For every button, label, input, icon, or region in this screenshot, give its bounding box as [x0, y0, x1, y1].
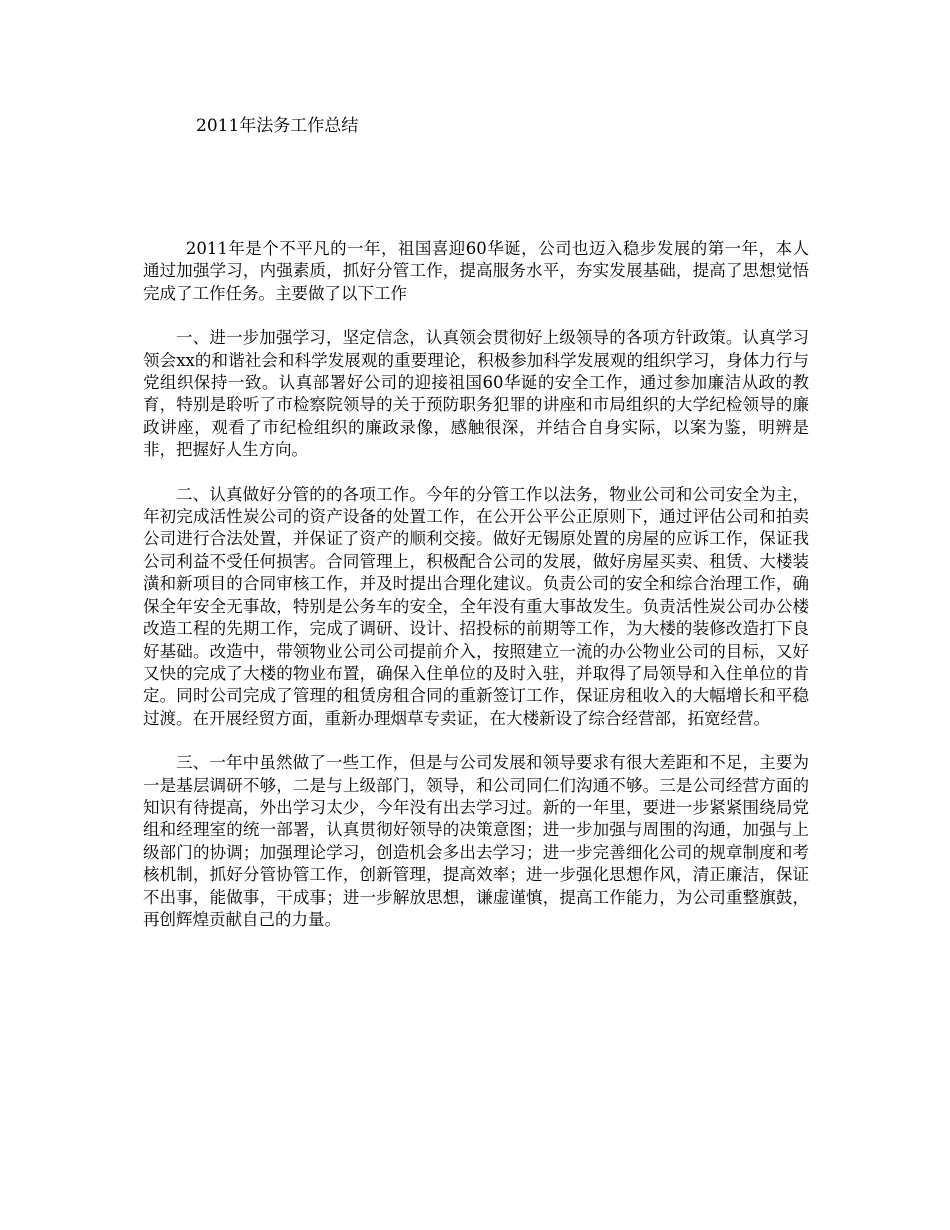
document-body	[143, 238, 809, 953]
paragraph-shortcomings: 三、一年中虽然做了一些工作，但是与公司发展和领导要求有很大差距和不足，主要为一是基层调研不够，二是与上级部门，领导，和公司同仁们沟通不够。三是公司经营方面的知识有待提高，外出学习太少，今年没有出去学习过。新的一年里，要进一步紧紧围绕局党组和经理室的统一部署，认真贯彻好领导的决策意图；进一步加强与周围的沟通，加强与上级部门的协调；加强理论学习，创造机会多出去学习；进一步完善细化公司的规章制度和考核机制，抓好分管协管工作，创新管理，提高效率；进一步强化思想作风，清正廉洁，保证不出事，能做事，干成事；进一步解放思想，谦虚谨慎，提高工作能力，为公司重整旗鼓，再创辉煌贡献自己的力量。	[143, 753, 809, 929]
paragraph-duties: 二、认真做好分管的的各项工作。今年的分管工作以法务，物业公司和公司安全为主，年初完成活性炭公司的资产设备的处置工作，在公开公平公正原则下，通过评估公司和拍卖公司进行合法处置，并保证了资产的顺利交接。做好无锡原处置的房屋的应诉工作，保证我公司利益不受任何损害。合同管理上，积极配合公司的发展，做好房屋买卖、租赁、大楼装潢和新项目的合同审核工作，并及时提出合理化建议。负责公司的安全和综合治理工作，确保全年安全无事故，特别是公务车的安全，全年没有重大事故发生。负责活性炭公司办公楼改造工程的先期工作，完成了调研、设计、招投标的前期等工作，为大楼的装修改造打下良好基础。改造中，带领物业公司公司提前介入，按照建立一流的办公物业公司的目标，又好又快的完成了大楼的物业布置，确保入住单位的及时入驻，并取得了局领导和入住单位的肯定。同时公司完成了管理的租赁房租合同的重新签订工作，保证房租收入的大幅增长和平稳过渡。在开展经贸方面，重新办理烟草专卖证，在大楼新设了综合经营部，拓宽经营。	[143, 484, 809, 728]
paragraph-study: 一、进一步加强学习，坚定信念，认真领会贯彻好上级领导的各项方针政策。认真学习领会xx的和谐社会和科学发展观的重要理论，积极参加科学发展观的组织学习，身体力行与党组织保持一致。认真部署好公司的迎接祖国60华诞的安全工作，通过参加廉洁从政的教育，特别是聆听了市检察院领导的关于预防职务犯罪的讲座和市局组织的大学纪检领导的廉政讲座，观看了市纪检组织的廉政录像，感触很深，并结合自身实际，以案为鉴，明辨是非，把握好人生方向。	[143, 328, 809, 460]
document-title: 2011年法务工作总结	[196, 116, 359, 136]
paragraph-intro: 2011年是个不平凡的一年，祖国喜迎60华诞，公司也迈入稳步发展的第一年，本人通过加强学习，内强素质，抓好分管工作，提高服务水平，夯实发展基础，提高了思想觉悟完成了工作任务。主要做了以下工作	[143, 239, 809, 303]
